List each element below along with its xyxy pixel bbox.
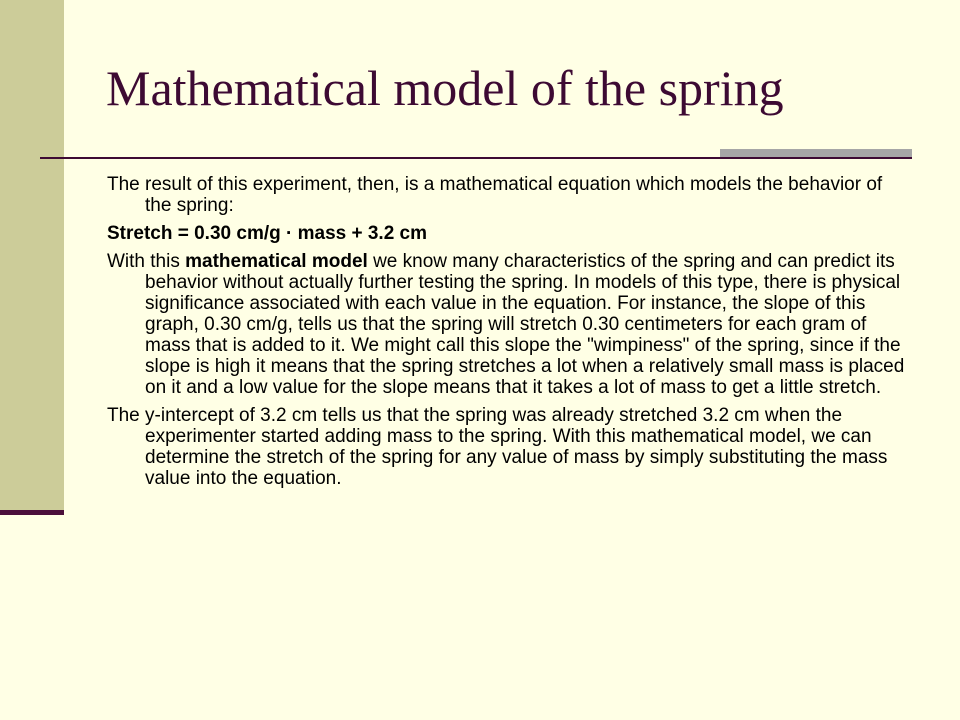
equation-paragraph: Stretch = 0.30 cm/g · mass + 3.2 cm xyxy=(107,223,428,244)
intro-paragraph: The result of this experiment, then, is a mathematical equation which models the behavior of the spring: xyxy=(107,174,883,216)
model-term-text: mathematical model xyxy=(185,251,368,272)
slide-body xyxy=(107,174,907,496)
model-paragraph xyxy=(107,251,907,398)
sidebar-bar xyxy=(0,0,64,512)
model-prefix-text: With this xyxy=(107,251,186,272)
title-divider xyxy=(40,157,912,159)
slide-title: Mathematical model of the spring xyxy=(106,60,784,116)
intercept-paragraph: The y-intercept of 3.2 cm tells us that the spring was already stretched 3.2 cm when the experimenter started adding mass to the spring. With this mathematical model, we can determine the stretch of the spring for any value of mass by simply substituting the mass value into the equation. xyxy=(107,405,888,489)
sidebar-accent-line xyxy=(0,510,64,515)
model-rest-text: we know many characteristics of the spring and can predict its behavior without actually further testing the spring. In models of this type, there is physical significance associated with each value in the equation. For instance, the slope of this graph, 0.30 cm/g, tells us that the spring will stretch 0.30 centimeters for each gram of mass that is added to it. We might call this slope the "wimpiness" of the spring, since if the slope is high it means that the spring stretches a lot when a relatively small mass is placed on it and a low value for the slope means that it takes a lot of mass to get a little stretch. xyxy=(145,251,905,398)
title-rule-accent xyxy=(720,149,912,157)
